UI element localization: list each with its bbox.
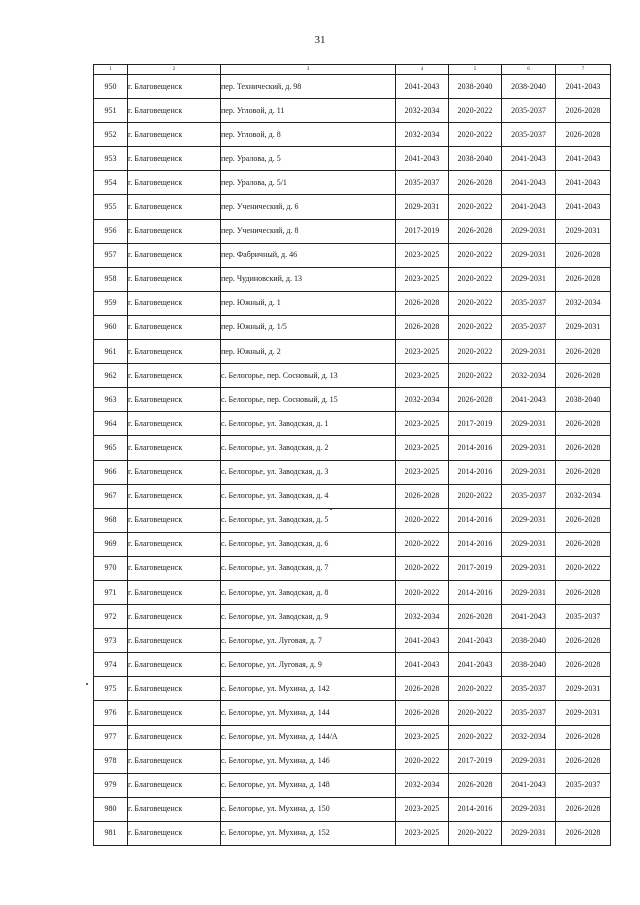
- city-cell: г. Благовещенск: [128, 532, 221, 556]
- period-cell: 2026-2028: [449, 171, 502, 195]
- period-cell: 2029-2031: [502, 749, 556, 773]
- period-cell: 2029-2031: [556, 315, 611, 339]
- period-cell: 2035-2037: [502, 677, 556, 701]
- period-cell: 2026-2028: [556, 99, 611, 123]
- period-cell: 2032-2034: [502, 364, 556, 388]
- city-cell: г. Благовещенск: [128, 412, 221, 436]
- table-row: [94, 171, 611, 195]
- period-cell: 2026-2028: [556, 725, 611, 749]
- period-cell: 2020-2022: [449, 821, 502, 845]
- period-cell: 2035-2037: [556, 605, 611, 629]
- period-cell: 2038-2040: [502, 629, 556, 653]
- row-number: 971: [94, 580, 128, 604]
- period-cell: 2026-2028: [556, 267, 611, 291]
- row-number: 978: [94, 749, 128, 773]
- schedule-table: [93, 64, 611, 846]
- period-cell: 2017-2019: [449, 556, 502, 580]
- period-cell: 2041-2043: [556, 195, 611, 219]
- table-row: [94, 75, 611, 99]
- period-cell: 2017-2019: [449, 749, 502, 773]
- period-cell: 2026-2028: [556, 364, 611, 388]
- address-cell: с. Белогорье, пер. Сосновый, д. 15: [221, 388, 396, 412]
- row-number: 952: [94, 123, 128, 147]
- period-cell: 2026-2028: [556, 653, 611, 677]
- period-cell: 2029-2031: [502, 340, 556, 364]
- period-cell: 2020-2022: [449, 340, 502, 364]
- table-row: [94, 147, 611, 171]
- scan-speck: [330, 508, 332, 510]
- row-number: 967: [94, 484, 128, 508]
- row-number: 969: [94, 532, 128, 556]
- period-cell: 2023-2025: [396, 436, 449, 460]
- row-number: 961: [94, 340, 128, 364]
- period-cell: 2014-2016: [449, 508, 502, 532]
- period-cell: 2029-2031: [502, 412, 556, 436]
- table-row: [94, 749, 611, 773]
- row-number: 977: [94, 725, 128, 749]
- row-number: 972: [94, 605, 128, 629]
- period-cell: 2026-2028: [556, 436, 611, 460]
- period-cell: 2026-2028: [396, 315, 449, 339]
- address-cell: пер. Южный, д. 1: [221, 291, 396, 315]
- city-cell: г. Благовещенск: [128, 605, 221, 629]
- period-cell: 2026-2028: [556, 123, 611, 147]
- table-row: [94, 484, 611, 508]
- city-cell: г. Благовещенск: [128, 195, 221, 219]
- row-number: 973: [94, 629, 128, 653]
- city-cell: г. Благовещенск: [128, 460, 221, 484]
- city-cell: г. Благовещенск: [128, 821, 221, 845]
- table-row: [94, 315, 611, 339]
- address-cell: с. Белогорье, ул. Мухина, д. 144/А: [221, 725, 396, 749]
- row-number: 964: [94, 412, 128, 436]
- table-row: [94, 677, 611, 701]
- table-row: [94, 653, 611, 677]
- city-cell: г. Благовещенск: [128, 388, 221, 412]
- address-cell: с. Белогорье, ул. Мухина, д. 146: [221, 749, 396, 773]
- address-cell: пер. Угловой, д. 8: [221, 123, 396, 147]
- table-row: [94, 605, 611, 629]
- address-cell: с. Белогорье, ул. Заводская, д. 8: [221, 580, 396, 604]
- table-row: [94, 725, 611, 749]
- period-cell: 2023-2025: [396, 412, 449, 436]
- page-number: 31: [314, 34, 326, 46]
- city-cell: г. Благовещенск: [128, 725, 221, 749]
- table-row: [94, 123, 611, 147]
- address-cell: с. Белогорье, ул. Заводская, д. 5: [221, 508, 396, 532]
- period-cell: 2029-2031: [502, 267, 556, 291]
- period-cell: 2020-2022: [556, 556, 611, 580]
- address-cell: с. Белогорье, пер. Сосновый, д. 13: [221, 364, 396, 388]
- city-cell: г. Благовещенск: [128, 267, 221, 291]
- period-cell: 2020-2022: [449, 677, 502, 701]
- city-cell: г. Благовещенск: [128, 677, 221, 701]
- address-cell: с. Белогорье, ул. Мухина, д. 150: [221, 797, 396, 821]
- period-cell: 2026-2028: [556, 508, 611, 532]
- period-cell: 2020-2022: [396, 580, 449, 604]
- period-cell: 2041-2043: [502, 171, 556, 195]
- table-row: [94, 243, 611, 267]
- period-cell: 2020-2022: [449, 267, 502, 291]
- period-cell: 2029-2031: [556, 219, 611, 243]
- city-cell: г. Благовещенск: [128, 219, 221, 243]
- column-number: 3: [221, 65, 396, 75]
- period-cell: 2014-2016: [449, 580, 502, 604]
- period-cell: 2029-2031: [502, 460, 556, 484]
- period-cell: 2038-2040: [449, 75, 502, 99]
- row-number: 960: [94, 315, 128, 339]
- period-cell: 2020-2022: [396, 556, 449, 580]
- period-cell: 2026-2028: [556, 580, 611, 604]
- address-cell: с. Белогорье, ул. Луговая, д. 9: [221, 653, 396, 677]
- period-cell: 2041-2043: [396, 653, 449, 677]
- address-cell: с. Белогорье, ул. Мухина, д. 148: [221, 773, 396, 797]
- table-row: [94, 556, 611, 580]
- period-cell: 2020-2022: [449, 315, 502, 339]
- column-number: 2: [128, 65, 221, 75]
- period-cell: 2023-2025: [396, 797, 449, 821]
- row-number: 954: [94, 171, 128, 195]
- period-cell: 2023-2025: [396, 364, 449, 388]
- period-cell: 2020-2022: [449, 725, 502, 749]
- address-cell: с. Белогорье, ул. Заводская, д. 2: [221, 436, 396, 460]
- city-cell: г. Благовещенск: [128, 749, 221, 773]
- period-cell: 2026-2028: [449, 219, 502, 243]
- table-row: [94, 773, 611, 797]
- period-cell: 2029-2031: [502, 556, 556, 580]
- city-cell: г. Благовещенск: [128, 773, 221, 797]
- table-row: [94, 219, 611, 243]
- period-cell: 2041-2043: [556, 75, 611, 99]
- address-cell: пер. Фабричный, д. 46: [221, 243, 396, 267]
- period-cell: 2026-2028: [556, 821, 611, 845]
- period-cell: 2041-2043: [502, 147, 556, 171]
- period-cell: 2032-2034: [502, 725, 556, 749]
- period-cell: 2026-2028: [556, 460, 611, 484]
- period-cell: 2026-2028: [449, 605, 502, 629]
- period-cell: 2041-2043: [502, 773, 556, 797]
- period-cell: 2026-2028: [556, 749, 611, 773]
- row-number: 955: [94, 195, 128, 219]
- address-cell: пер. Угловой, д. 11: [221, 99, 396, 123]
- address-cell: с. Белогорье, ул. Мухина, д. 144: [221, 701, 396, 725]
- period-cell: 2026-2028: [556, 340, 611, 364]
- period-cell: 2026-2028: [556, 532, 611, 556]
- period-cell: 2032-2034: [396, 388, 449, 412]
- period-cell: 2041-2043: [502, 195, 556, 219]
- address-cell: пер. Южный, д. 1/5: [221, 315, 396, 339]
- period-cell: 2023-2025: [396, 267, 449, 291]
- row-number: 970: [94, 556, 128, 580]
- period-cell: 2029-2031: [556, 701, 611, 725]
- period-cell: 2041-2043: [502, 605, 556, 629]
- table-row: [94, 388, 611, 412]
- table-row: [94, 195, 611, 219]
- table-row: [94, 460, 611, 484]
- period-cell: 2029-2031: [502, 436, 556, 460]
- period-cell: 2038-2040: [502, 75, 556, 99]
- address-cell: пер. Уралова, д. 5: [221, 147, 396, 171]
- table-row: [94, 797, 611, 821]
- period-cell: 2014-2016: [449, 460, 502, 484]
- table-row: [94, 267, 611, 291]
- period-cell: 2020-2022: [449, 195, 502, 219]
- period-cell: 2029-2031: [502, 797, 556, 821]
- city-cell: г. Благовещенск: [128, 556, 221, 580]
- address-cell: пер. Ученический, д. 8: [221, 219, 396, 243]
- city-cell: г. Благовещенск: [128, 653, 221, 677]
- city-cell: г. Благовещенск: [128, 99, 221, 123]
- period-cell: 2038-2040: [449, 147, 502, 171]
- city-cell: г. Благовещенск: [128, 291, 221, 315]
- period-cell: 2029-2031: [502, 580, 556, 604]
- column-number: 7: [556, 65, 611, 75]
- row-number: 963: [94, 388, 128, 412]
- period-cell: 2014-2016: [449, 436, 502, 460]
- address-cell: с. Белогорье, ул. Заводская, д. 1: [221, 412, 396, 436]
- city-cell: г. Благовещенск: [128, 436, 221, 460]
- period-cell: 2041-2043: [556, 147, 611, 171]
- city-cell: г. Благовещенск: [128, 364, 221, 388]
- column-number: 6: [502, 65, 556, 75]
- table-row: [94, 412, 611, 436]
- city-cell: г. Благовещенск: [128, 580, 221, 604]
- period-cell: 2032-2034: [396, 605, 449, 629]
- period-cell: 2041-2043: [556, 171, 611, 195]
- period-cell: 2026-2028: [449, 388, 502, 412]
- row-number: 953: [94, 147, 128, 171]
- city-cell: г. Благовещенск: [128, 75, 221, 99]
- period-cell: 2023-2025: [396, 340, 449, 364]
- period-cell: 2017-2019: [449, 412, 502, 436]
- period-cell: 2017-2019: [396, 219, 449, 243]
- period-cell: 2020-2022: [449, 123, 502, 147]
- period-cell: 2026-2028: [396, 484, 449, 508]
- period-cell: 2038-2040: [502, 653, 556, 677]
- address-cell: с. Белогорье, ул. Луговая, д. 7: [221, 629, 396, 653]
- table-row: [94, 629, 611, 653]
- row-number: 959: [94, 291, 128, 315]
- table-row: [94, 291, 611, 315]
- period-cell: 2032-2034: [396, 123, 449, 147]
- table-row: [94, 436, 611, 460]
- city-cell: г. Благовещенск: [128, 701, 221, 725]
- period-cell: 2026-2028: [449, 773, 502, 797]
- period-cell: 2026-2028: [556, 629, 611, 653]
- period-cell: 2035-2037: [502, 123, 556, 147]
- row-number: 979: [94, 773, 128, 797]
- table-row: [94, 364, 611, 388]
- city-cell: г. Благовещенск: [128, 340, 221, 364]
- period-cell: 2035-2037: [502, 291, 556, 315]
- period-cell: 2020-2022: [449, 291, 502, 315]
- column-number: 1: [94, 65, 128, 75]
- table-row: [94, 821, 611, 845]
- period-cell: 2035-2037: [502, 99, 556, 123]
- column-number: 5: [449, 65, 502, 75]
- address-cell: пер. Технический, д. 98: [221, 75, 396, 99]
- row-number: 965: [94, 436, 128, 460]
- period-cell: 2023-2025: [396, 243, 449, 267]
- city-cell: г. Благовещенск: [128, 508, 221, 532]
- city-cell: г. Благовещенск: [128, 147, 221, 171]
- scan-speck: [86, 683, 88, 685]
- address-cell: пер. Ученический, д. 6: [221, 195, 396, 219]
- period-cell: 2023-2025: [396, 725, 449, 749]
- period-cell: 2026-2028: [396, 677, 449, 701]
- period-cell: 2041-2043: [502, 388, 556, 412]
- table-row: [94, 508, 611, 532]
- address-cell: с. Белогорье, ул. Заводская, д. 6: [221, 532, 396, 556]
- row-number: 968: [94, 508, 128, 532]
- period-cell: 2035-2037: [556, 773, 611, 797]
- row-number: 974: [94, 653, 128, 677]
- row-number: 976: [94, 701, 128, 725]
- city-cell: г. Благовещенск: [128, 315, 221, 339]
- city-cell: г. Благовещенск: [128, 171, 221, 195]
- table-row: [94, 532, 611, 556]
- period-cell: 2023-2025: [396, 821, 449, 845]
- period-cell: 2020-2022: [449, 484, 502, 508]
- row-number: 980: [94, 797, 128, 821]
- period-cell: 2029-2031: [502, 219, 556, 243]
- period-cell: 2020-2022: [396, 532, 449, 556]
- address-cell: с. Белогорье, ул. Заводская, д. 7: [221, 556, 396, 580]
- address-cell: пер. Южный, д. 2: [221, 340, 396, 364]
- row-number: 950: [94, 75, 128, 99]
- period-cell: 2026-2028: [556, 797, 611, 821]
- row-number: 975: [94, 677, 128, 701]
- period-cell: 2035-2037: [396, 171, 449, 195]
- column-number: 4: [396, 65, 449, 75]
- table-row: [94, 99, 611, 123]
- city-cell: г. Благовещенск: [128, 484, 221, 508]
- period-cell: 2032-2034: [556, 484, 611, 508]
- row-number: 956: [94, 219, 128, 243]
- period-cell: 2035-2037: [502, 484, 556, 508]
- period-cell: 2032-2034: [396, 99, 449, 123]
- period-cell: 2029-2031: [396, 195, 449, 219]
- address-cell: пер. Уралова, д. 5/1: [221, 171, 396, 195]
- period-cell: 2026-2028: [396, 291, 449, 315]
- period-cell: 2020-2022: [449, 364, 502, 388]
- address-cell: с. Белогорье, ул. Заводская, д. 4: [221, 484, 396, 508]
- period-cell: 2023-2025: [396, 460, 449, 484]
- period-cell: 2035-2037: [502, 315, 556, 339]
- table-row: [94, 701, 611, 725]
- period-cell: 2020-2022: [449, 243, 502, 267]
- period-cell: 2020-2022: [396, 508, 449, 532]
- period-cell: 2026-2028: [396, 701, 449, 725]
- period-cell: 2014-2016: [449, 797, 502, 821]
- row-number: 951: [94, 99, 128, 123]
- period-cell: 2041-2043: [449, 629, 502, 653]
- city-cell: г. Благовещенск: [128, 797, 221, 821]
- table-row: [94, 340, 611, 364]
- row-number: 958: [94, 267, 128, 291]
- row-number: 981: [94, 821, 128, 845]
- city-cell: г. Благовещенск: [128, 629, 221, 653]
- period-cell: 2041-2043: [396, 147, 449, 171]
- column-number-row: [94, 65, 611, 75]
- period-cell: 2035-2037: [502, 701, 556, 725]
- table-row: [94, 580, 611, 604]
- period-cell: 2026-2028: [556, 243, 611, 267]
- period-cell: 2032-2034: [556, 291, 611, 315]
- period-cell: 2020-2022: [396, 749, 449, 773]
- period-cell: 2041-2043: [449, 653, 502, 677]
- period-cell: 2029-2031: [556, 677, 611, 701]
- city-cell: г. Благовещенск: [128, 123, 221, 147]
- row-number: 966: [94, 460, 128, 484]
- row-number: 962: [94, 364, 128, 388]
- period-cell: 2020-2022: [449, 99, 502, 123]
- period-cell: 2020-2022: [449, 701, 502, 725]
- period-cell: 2029-2031: [502, 243, 556, 267]
- period-cell: 2041-2043: [396, 629, 449, 653]
- period-cell: 2029-2031: [502, 508, 556, 532]
- row-number: 957: [94, 243, 128, 267]
- address-cell: пер. Чудиновский, д. 13: [221, 267, 396, 291]
- address-cell: с. Белогорье, ул. Заводская, д. 3: [221, 460, 396, 484]
- period-cell: 2026-2028: [556, 412, 611, 436]
- address-cell: с. Белогорье, ул. Мухина, д. 142: [221, 677, 396, 701]
- address-cell: с. Белогорье, ул. Мухина, д. 152: [221, 821, 396, 845]
- city-cell: г. Благовещенск: [128, 243, 221, 267]
- address-cell: с. Белогорье, ул. Заводская, д. 9: [221, 605, 396, 629]
- period-cell: 2029-2031: [502, 532, 556, 556]
- period-cell: 2014-2016: [449, 532, 502, 556]
- period-cell: 2029-2031: [502, 821, 556, 845]
- period-cell: 2032-2034: [396, 773, 449, 797]
- period-cell: 2041-2043: [396, 75, 449, 99]
- period-cell: 2038-2040: [556, 388, 611, 412]
